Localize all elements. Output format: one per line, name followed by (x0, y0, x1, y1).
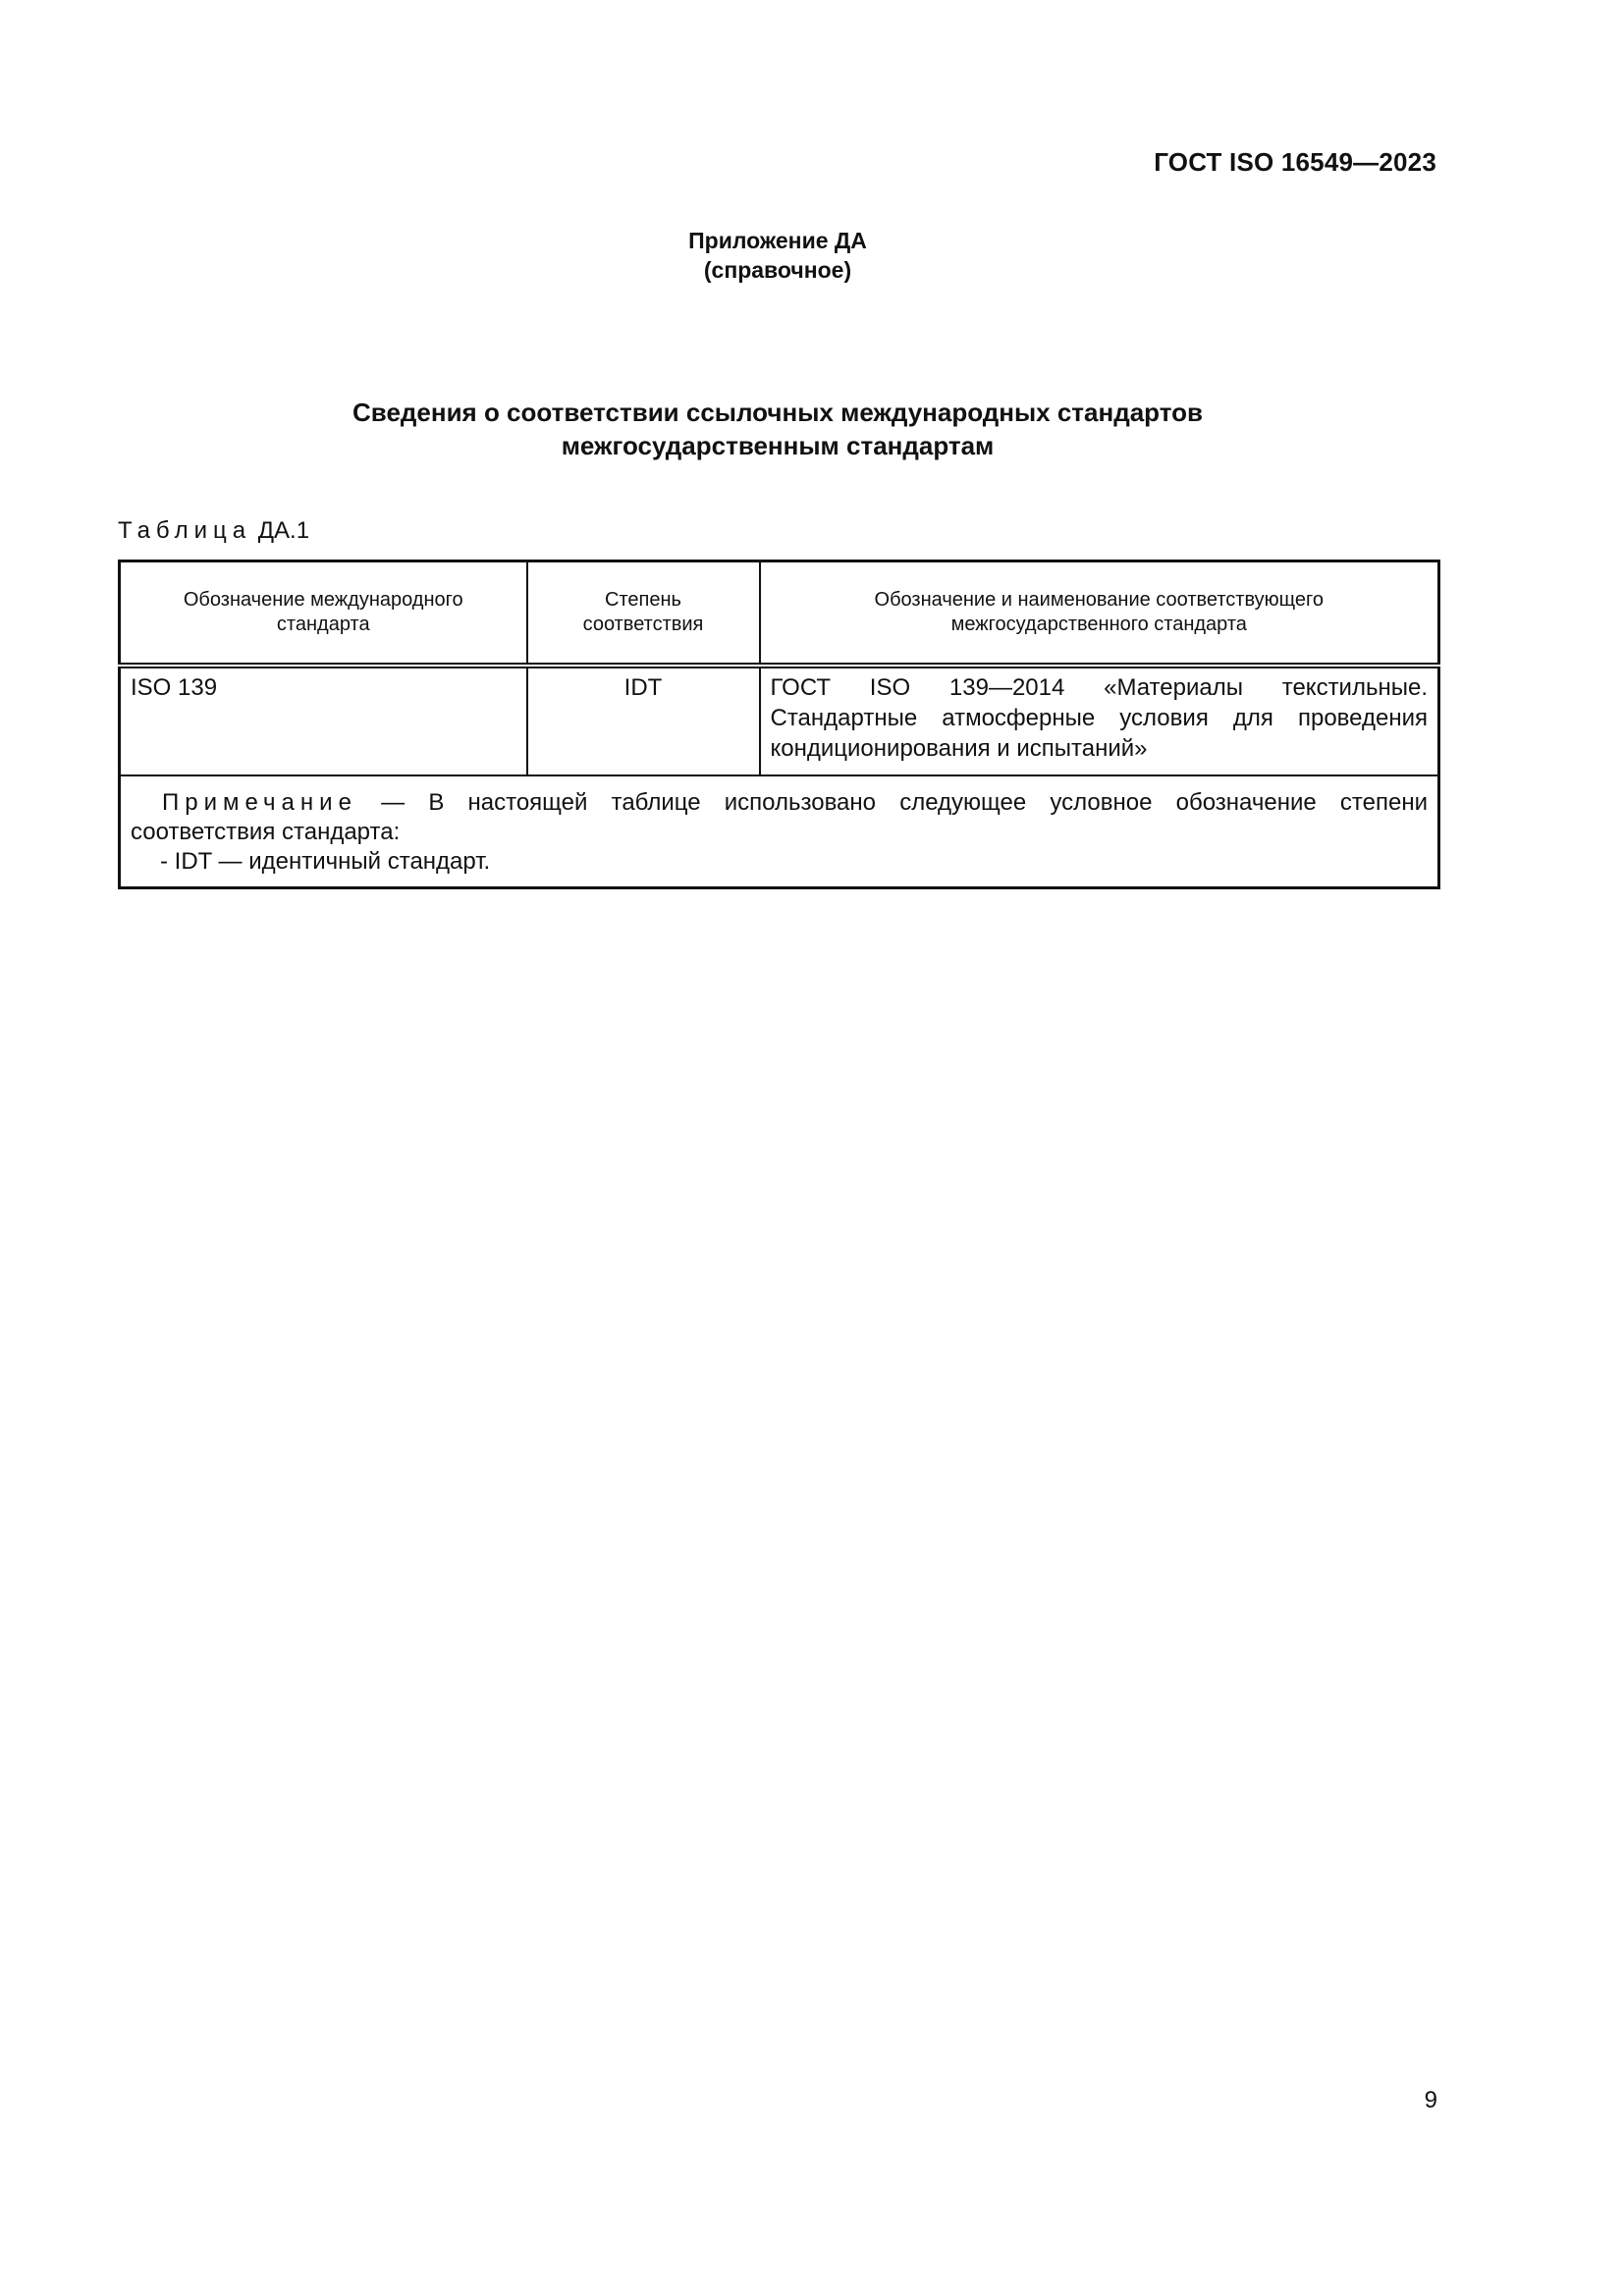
table-note (120, 775, 1439, 888)
table-note-row (120, 775, 1439, 888)
table-header-row (120, 561, 1439, 667)
table-caption-number: ДА.1 (257, 517, 310, 544)
section-title-line1: Сведения о соответствии ссылочных международных стандартов (352, 398, 1203, 427)
note-text-line1: — В настоящей таблице использовано следующее условное обозначение степени (381, 789, 1429, 816)
column-header-line: Обозначение и наименование соответствующего (874, 589, 1324, 611)
note-text-line2: соответствия стандарта: (131, 819, 401, 845)
cell-international-standard: ISO 139 (120, 666, 527, 775)
column-header-degree (527, 561, 760, 667)
column-header-line: Обозначение международного (183, 589, 463, 611)
column-header-international-standard (120, 561, 527, 667)
column-header-interstate-standard (760, 561, 1439, 667)
page-number: 9 (1424, 2087, 1437, 2113)
table-row (120, 666, 1439, 775)
note-bullet-item: - IDT — идентичный стандарт. (160, 848, 491, 875)
note-first-line (131, 788, 1428, 818)
section-title (0, 396, 1555, 462)
document-code: ГОСТ ISO 16549—2023 (1154, 147, 1436, 177)
annex-heading (0, 226, 1555, 285)
column-header-line: стандарта (276, 614, 370, 635)
annex-title: Приложение ДА (688, 228, 867, 253)
cell-degree: IDT (527, 666, 760, 775)
correspondence-table (118, 560, 1440, 889)
note-label: Примечание (162, 789, 357, 816)
cell-interstate-standard: ГОСТ ISO 139—2014 «Материалы текстильные. Стандартные атмосферные условия для проведения кондиционирования и испытаний» (760, 666, 1439, 775)
column-header-line: межгосударственного стандарта (950, 614, 1247, 635)
section-title-line2: межгосударственным стандартам (561, 431, 995, 460)
table-caption-label: Таблица (118, 517, 252, 544)
column-header-line: соответствия (582, 614, 704, 635)
column-header-line: Степень (605, 589, 681, 611)
correspondence-table-wrapper (118, 560, 1437, 889)
annex-type: (справочное) (703, 257, 852, 283)
table-caption (118, 517, 309, 545)
